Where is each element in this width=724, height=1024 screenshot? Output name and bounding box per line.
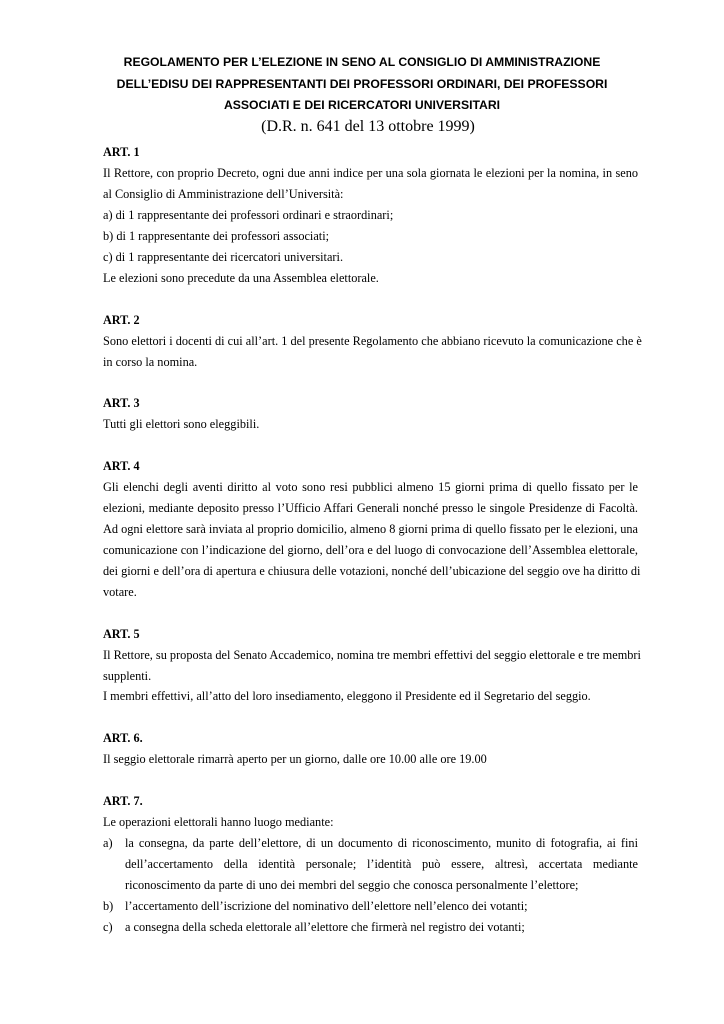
- art2-heading: ART. 2: [103, 313, 140, 327]
- decree-reference: (D.R. n. 641 del 13 ottobre 1999): [261, 118, 475, 135]
- art4-heading: ART. 4: [103, 459, 140, 473]
- art1-line: a) di 1 rappresentante dei professori ordinari e straordinari;: [103, 208, 394, 222]
- title-line-3: ASSOCIATI E DEI RICERCATORI UNIVERSITARI: [223, 98, 501, 112]
- art2-line: in corso la nomina.: [103, 355, 198, 369]
- art7-heading: ART. 7.: [103, 794, 143, 808]
- art4-line: elezioni, mediante deposito presso l’Ufficio Affari Generali nonché presso le singole Presidenze di Facoltà.: [103, 501, 638, 515]
- art5-line: Il Rettore, su proposta del Senato Accademico, nomina tre membri effettivi del seggio elettorale e tre membri: [103, 648, 641, 662]
- art1-heading: ART. 1: [103, 145, 140, 159]
- list-item-a-line: riconoscimento da parte di uno dei membri del seggio che conosca personalmente l’elettore;: [125, 878, 579, 892]
- art1-line: al Consiglio di Amministrazione dell’Università:: [103, 187, 344, 201]
- art3-line: Tutti gli elettori sono eleggibili.: [103, 417, 260, 431]
- art4-line: Gli elenchi degli aventi diritto al voto sono resi pubblici almeno 15 giorni prima di quello fissato per le: [103, 480, 638, 494]
- art7-line: Le operazioni elettorali hanno luogo mediante:: [103, 815, 334, 829]
- art1-line: Le elezioni sono precedute da una Assemblea elettorale.: [103, 271, 379, 285]
- list-item-label-a: a): [103, 836, 113, 850]
- art6-heading: ART. 6.: [103, 731, 143, 745]
- art2-line: Sono elettori i docenti di cui all’art. 1 del presente Regolamento che abbiano ricevuto la comunicazione che è: [103, 334, 642, 348]
- art1-line: c) di 1 rappresentante dei ricercatori universitari.: [103, 250, 344, 264]
- title-line-2: DELL’EDISU DEI RAPPRESENTANTI DEI PROFESSORI ORDINARI, DEI PROFESSORI: [116, 77, 608, 91]
- art6-line: Il seggio elettorale rimarrà aperto per un giorno, dalle ore 10.00 alle ore 19.00: [103, 752, 487, 766]
- list-item-c-line: a consegna della scheda elettorale all’elettore che firmerà nel registro dei votanti;: [125, 920, 525, 934]
- art4-line: comunicazione con l’indicazione del giorno, dell’ora e del luogo di convocazione dell’Assemblea elettorale,: [103, 543, 638, 557]
- art4-line: Ad ogni elettore sarà inviata al proprio domicilio, almeno 8 giorni prima di quello fissato per le elezioni, una: [103, 522, 638, 536]
- list-item-label-c: c): [103, 920, 113, 934]
- list-item-a-line: dell’accertamento della identità personale; l’identità può essere, altresì, accertata mediante: [125, 857, 638, 871]
- art3-heading: ART. 3: [103, 396, 140, 410]
- list-item-b-line: l’accertamento dell’iscrizione del nominativo dell’elettore nell’elenco dei votanti;: [125, 899, 528, 913]
- art5-line: supplenti.: [103, 669, 152, 683]
- art4-line: dei giorni e dell’ora di apertura e chiusura delle votazioni, nonché dell’ubicazione del seggio ove ha diritto di: [103, 564, 641, 578]
- list-item-label-b: b): [103, 899, 114, 913]
- title-line-1: REGOLAMENTO PER L’ELEZIONE IN SENO AL CONSIGLIO DI AMMINISTRAZIONE: [123, 55, 601, 69]
- list-item-a-line: la consegna, da parte dell’elettore, di un documento di riconoscimento, munito di fotografia, ai fini: [125, 836, 638, 850]
- art1-line: b) di 1 rappresentante dei professori associati;: [103, 229, 330, 243]
- art1-line: Il Rettore, con proprio Decreto, ogni due anni indice per una sola giornata le elezioni per la nomina, in seno: [103, 166, 638, 180]
- art5-line: I membri effettivi, all’atto del loro insediamento, eleggono il Presidente ed il Segretario del seggio.: [103, 689, 591, 703]
- art5-heading: ART. 5: [103, 627, 140, 641]
- art4-line: votare.: [103, 585, 137, 599]
